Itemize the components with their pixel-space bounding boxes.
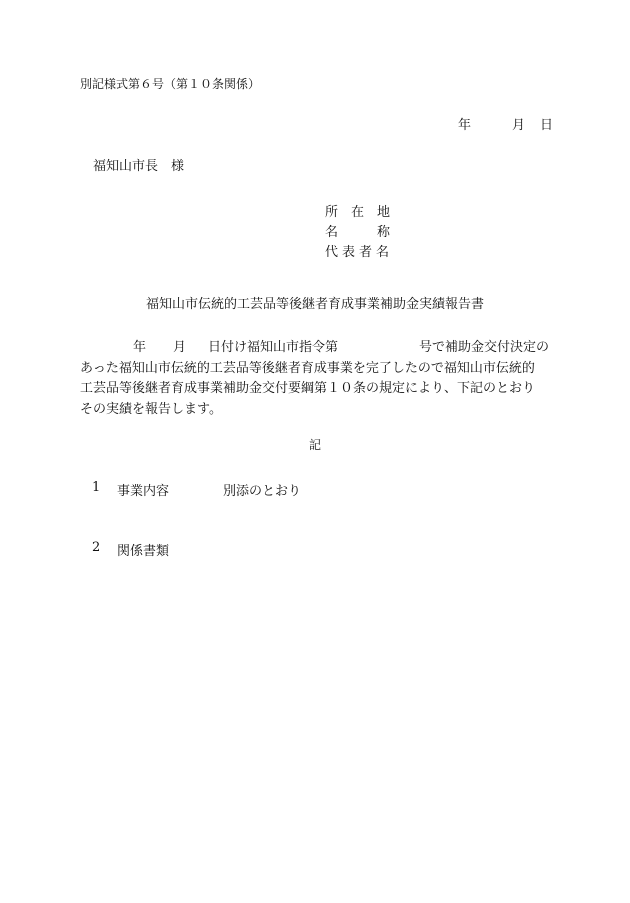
document-title: 福知山市伝統的工芸品等後継者育成事業補助金実績報告書 <box>145 297 484 312</box>
item-number: 2 <box>92 540 101 555</box>
sender-representative-row <box>325 240 393 260</box>
body-dated: 日付け福知山市指令第 <box>208 340 339 355</box>
body-line-4: その実績を報告します。 <box>80 401 222 417</box>
form-number: 別記様式第６号（第１０条関係） <box>80 77 261 91</box>
date-row <box>458 119 553 132</box>
date-day: 日 <box>540 118 554 133</box>
sender-block <box>325 200 393 260</box>
list-item <box>92 540 223 559</box>
body-line-3: 工芸品等後継者育成事業補助金交付要綱第１０条の規定により、下記のとおり <box>80 381 536 396</box>
body-month: 月 <box>173 340 187 355</box>
date-month: 月 <box>512 118 526 133</box>
body-line-1 <box>80 338 552 359</box>
item-label: 事業内容 <box>117 484 170 499</box>
addressee: 福知山市長 様 <box>93 159 185 174</box>
item-number: 1 <box>92 480 101 495</box>
date-year: 年 <box>458 118 472 133</box>
ki-heading: 記 <box>308 438 321 452</box>
body-rest: 号で補助金交付決定の <box>419 340 550 355</box>
sender-location-row <box>325 200 393 220</box>
location-label: 所 在 地 <box>325 204 391 220</box>
name-label: 名 称 <box>325 224 391 240</box>
sender-name-row <box>325 220 393 240</box>
body-paragraph <box>80 338 552 420</box>
item-label: 関係書類 <box>117 544 170 559</box>
body-year: 年 <box>133 340 147 355</box>
body-line-2: あった福知山市伝統的工芸品等後継者育成事業を完了したので福知山市伝統的 <box>80 360 535 376</box>
item-value: 別添のとおり <box>223 484 302 499</box>
list-item <box>92 480 301 499</box>
representative-label: 代表者名 <box>325 244 394 260</box>
